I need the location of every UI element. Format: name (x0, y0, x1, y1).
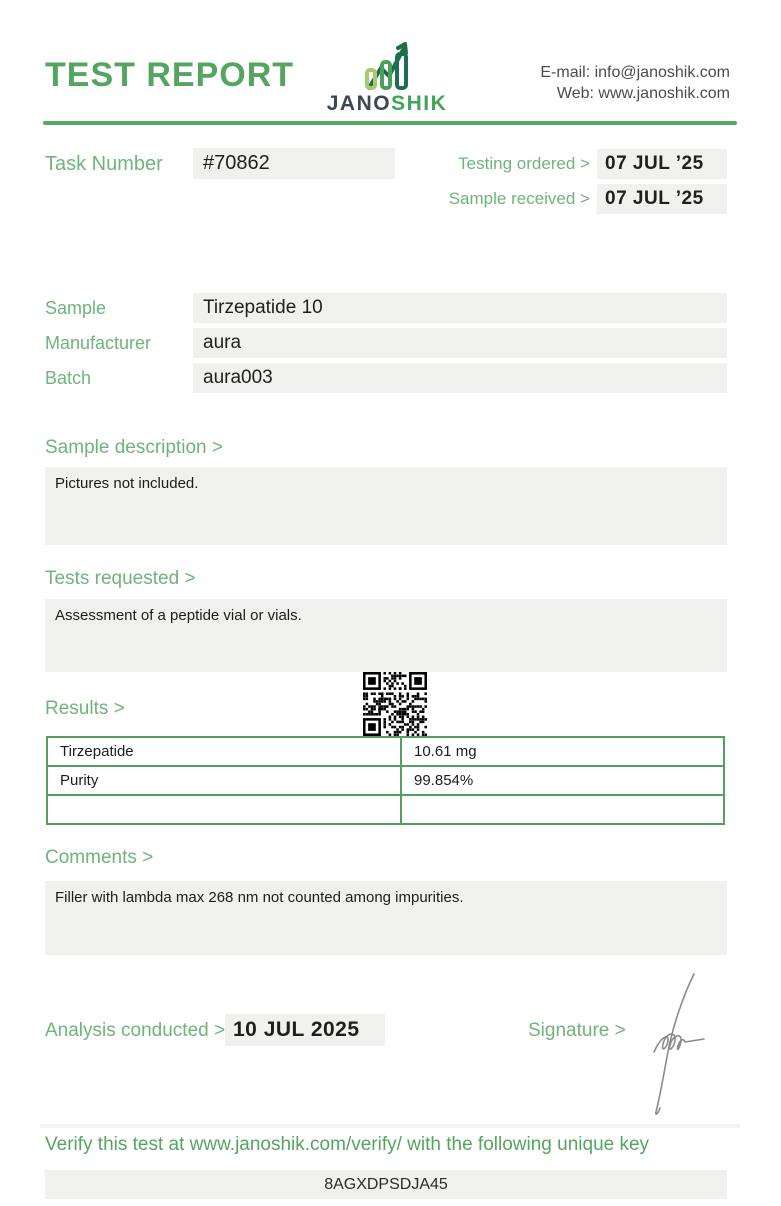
task-number-label: Task Number (45, 153, 163, 175)
logo-wordmark (322, 92, 452, 116)
janoshik-logo (322, 38, 452, 116)
result-value: 10.61 mg (401, 737, 724, 766)
sample-description-body: Pictures not included. (45, 467, 727, 545)
contact-info (540, 62, 730, 104)
contact-web: Web: www.janoshik.com (556, 85, 730, 102)
unique-key-value: 8AGXDPSDJA45 (45, 1170, 727, 1199)
sample-received-value: 07 JUL ’25 (597, 184, 727, 214)
result-name: Tirzepatide (47, 737, 401, 766)
footer-divider (40, 1124, 740, 1128)
signature-label: Signature > (528, 1020, 626, 1041)
contact-email: E-mail: info@janoshik.com (540, 64, 730, 81)
batch-value: aura003 (193, 363, 727, 393)
sample-description-heading: Sample description > (45, 437, 223, 458)
testing-ordered-value: 07 JUL ’25 (597, 149, 727, 179)
table-row (47, 766, 724, 795)
qr-code (363, 672, 427, 736)
manufacturer-label: Manufacturer (45, 333, 152, 353)
logo-shik: SHIK (391, 92, 448, 115)
comments-body: Filler with lambda max 268 nm not counted among impurities. (45, 881, 727, 955)
sample-value: Tirzepatide 10 (193, 293, 727, 323)
table-row (47, 737, 724, 766)
handwritten-signature (632, 968, 732, 1118)
manufacturer-value: aura (193, 328, 727, 358)
tests-requested-heading: Tests requested > (45, 568, 196, 589)
comments-heading: Comments > (45, 847, 154, 868)
testing-ordered-label: Testing ordered > (458, 154, 590, 173)
analysis-conducted-label: Analysis conducted > (45, 1020, 226, 1041)
results-heading: Results > (45, 698, 125, 719)
analysis-conducted-value: 10 JUL 2025 (225, 1014, 385, 1046)
table-row (47, 795, 724, 824)
results-table (46, 736, 725, 825)
chart-growth-icon (355, 38, 419, 90)
header-divider (43, 121, 737, 125)
batch-label: Batch (45, 368, 92, 388)
result-name (47, 795, 401, 824)
sample-label: Sample (45, 298, 107, 318)
task-number-value: #70862 (193, 148, 395, 179)
result-name: Purity (47, 766, 401, 795)
tests-requested-body: Assessment of a peptide vial or vials. (45, 599, 727, 672)
verify-instruction: Verify this test at www.janoshik.com/verify/ with the following unique key (45, 1134, 650, 1155)
result-value: 99.854% (401, 766, 724, 795)
sample-received-label: Sample received > (448, 189, 590, 208)
logo-jano: JANO (326, 92, 392, 115)
result-value (401, 795, 724, 824)
page-title: TEST REPORT (45, 56, 295, 94)
